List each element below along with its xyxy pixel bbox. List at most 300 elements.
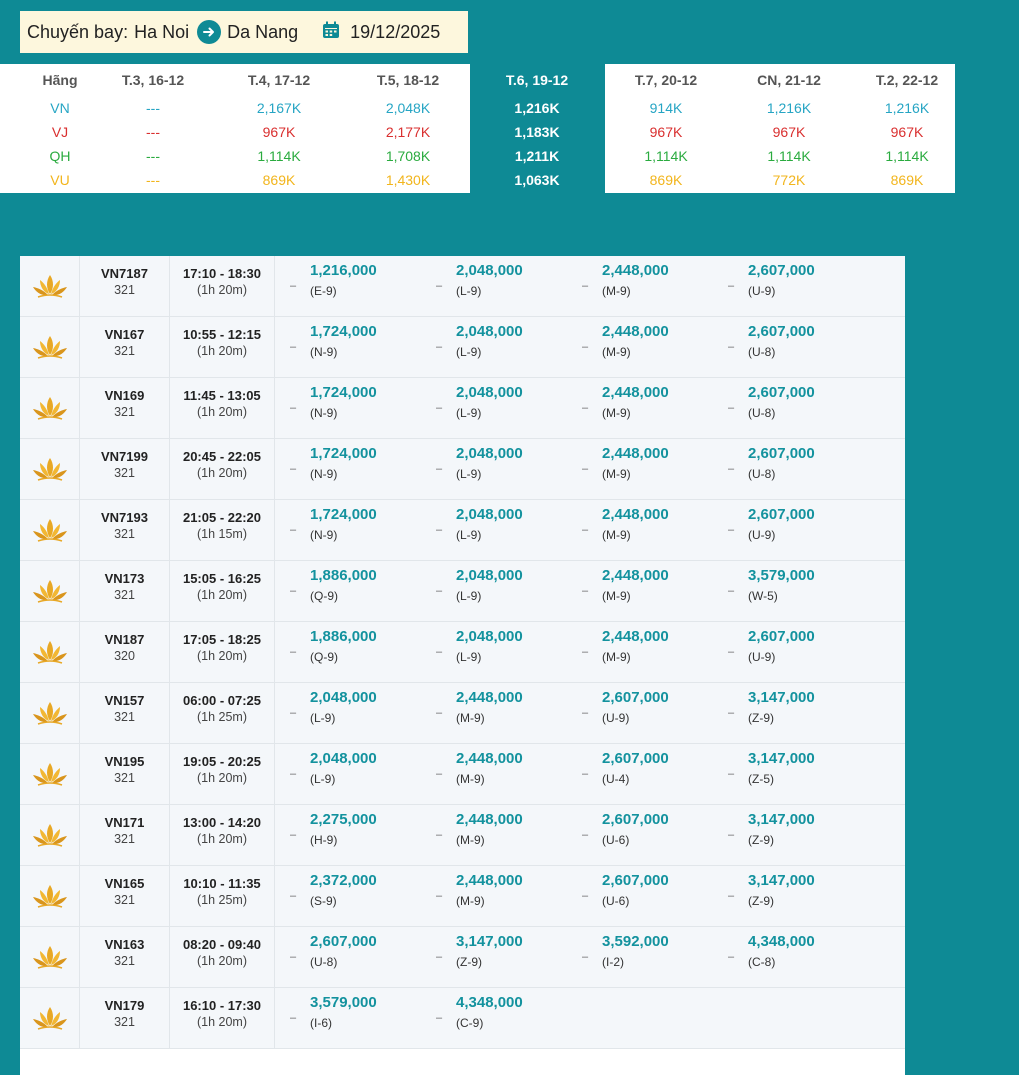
fare-option[interactable] — [728, 805, 874, 865]
flight-number-cell — [80, 500, 170, 560]
fare-price[interactable]: 2,607,000 — [310, 933, 377, 950]
aircraft-type: 321 — [114, 771, 135, 785]
flight-row[interactable] — [20, 256, 905, 317]
fare-class: (L-9) — [456, 650, 482, 664]
fare-price[interactable]: 1,724,000 — [310, 506, 377, 523]
fare-class: (U-8) — [748, 345, 776, 359]
flight-code: VN7199 — [101, 449, 148, 464]
fare-price[interactable]: 1,886,000 — [310, 567, 377, 584]
aircraft-type: 320 — [114, 649, 135, 663]
fare-separator: – — [728, 341, 735, 353]
summary-price-vu[interactable]: 772K — [772, 172, 806, 188]
fare-separator: – — [290, 1012, 297, 1024]
summary-day-column[interactable] — [847, 64, 967, 192]
flight-time-cell — [170, 256, 275, 316]
flight-row[interactable] — [20, 683, 905, 744]
fare-option[interactable] — [728, 927, 874, 987]
fare-option[interactable] — [728, 256, 874, 316]
fare-price[interactable]: 2,448,000 — [602, 506, 669, 523]
fare-option[interactable] — [290, 622, 436, 682]
summary-price-vj[interactable]: 967K — [772, 124, 806, 140]
aircraft-type: 321 — [114, 405, 135, 419]
flight-row[interactable] — [20, 866, 905, 927]
fare-price[interactable]: 2,448,000 — [602, 567, 669, 584]
fare-price[interactable]: 2,048,000 — [456, 445, 523, 462]
fare-class: (Z-9) — [748, 711, 774, 725]
fare-separator: – — [290, 829, 297, 841]
summary-price-vj[interactable]: 1,183K — [514, 124, 560, 140]
flight-row[interactable] — [20, 805, 905, 866]
flight-duration: (1h 20m) — [196, 1015, 248, 1029]
summary-price-vu[interactable]: 1,430K — [385, 172, 431, 188]
fare-price[interactable]: 4,348,000 — [456, 994, 523, 1011]
departure-arrival-time: 16:10 - 17:30 — [182, 998, 262, 1013]
fare-price[interactable]: 2,048,000 — [456, 262, 523, 279]
vietnam-airlines-lotus-icon — [20, 256, 80, 316]
summary-price-qh[interactable]: 1,708K — [385, 148, 431, 164]
fare-class: (U-9) — [748, 528, 776, 542]
fare-class: (M-9) — [456, 772, 485, 786]
aircraft-type: 321 — [114, 710, 135, 724]
fare-option[interactable] — [436, 561, 582, 621]
fare-class: (U-6) — [602, 894, 630, 908]
flight-number-cell — [80, 622, 170, 682]
fare-class: (M-9) — [456, 711, 485, 725]
fare-price[interactable]: 3,592,000 — [602, 933, 669, 950]
fare-class: (M-9) — [602, 528, 631, 542]
fare-option[interactable] — [290, 805, 436, 865]
flight-number-cell — [80, 256, 170, 316]
fare-separator: – — [436, 768, 443, 780]
fare-price[interactable]: 2,048,000 — [456, 384, 523, 401]
fare-class: (Q-9) — [310, 650, 338, 664]
fare-option[interactable] — [290, 317, 436, 377]
vietnam-airlines-lotus-icon — [20, 500, 80, 560]
fare-option[interactable] — [436, 378, 582, 438]
fare-separator: – — [582, 585, 589, 597]
flight-number-cell — [80, 988, 170, 1048]
fare-class: (U-8) — [748, 467, 776, 481]
fare-price[interactable]: 2,607,000 — [748, 323, 815, 340]
fare-price[interactable]: 2,607,000 — [602, 811, 669, 828]
summary-day-header[interactable]: T.2, 22-12 — [875, 72, 939, 88]
summary-day-header[interactable]: T.5, 18-12 — [376, 72, 440, 88]
fare-price[interactable]: 3,147,000 — [748, 689, 815, 706]
summary-airline-code: QH — [49, 148, 71, 164]
fare-separator: – — [582, 951, 589, 963]
fare-separator: – — [436, 585, 443, 597]
fare-price[interactable]: 2,048,000 — [456, 567, 523, 584]
summary-price-vn[interactable]: 914K — [649, 100, 683, 116]
fare-separator: – — [436, 890, 443, 902]
vietnam-airlines-lotus-icon — [20, 866, 80, 926]
fare-option[interactable] — [436, 866, 582, 926]
departure-arrival-time: 10:55 - 12:15 — [182, 327, 262, 342]
fare-class: (S-9) — [310, 894, 337, 908]
aircraft-type: 321 — [114, 344, 135, 358]
summary-day-header[interactable]: T.6, 19-12 — [505, 72, 569, 88]
fare-class: (U-9) — [748, 650, 776, 664]
fare-separator: – — [728, 646, 735, 658]
fare-class: (Z-5) — [748, 772, 774, 786]
flight-duration: (1h 20m) — [196, 466, 248, 480]
fare-option[interactable] — [290, 866, 436, 926]
departure-arrival-time: 10:10 - 11:35 — [183, 876, 261, 891]
fare-option[interactable] — [436, 256, 582, 316]
fare-class: (M-9) — [602, 284, 631, 298]
vietnam-airlines-lotus-icon — [20, 683, 80, 743]
fare-price[interactable]: 2,372,000 — [310, 872, 377, 889]
fare-price[interactable]: 3,147,000 — [748, 872, 815, 889]
fare-price[interactable]: 3,579,000 — [310, 994, 377, 1011]
summary-price-vj[interactable]: 967K — [262, 124, 296, 140]
summary-price-vj[interactable]: --- — [146, 124, 160, 140]
fare-class: (L-9) — [456, 589, 482, 603]
flight-row[interactable] — [20, 378, 905, 439]
summary-day-header[interactable]: T.4, 17-12 — [247, 72, 311, 88]
fare-price[interactable]: 2,048,000 — [456, 506, 523, 523]
fare-option[interactable] — [582, 866, 728, 926]
summary-day-header[interactable]: T.7, 20-12 — [634, 72, 698, 88]
flight-row[interactable] — [20, 317, 905, 378]
flight-row[interactable] — [20, 744, 905, 805]
fare-separator: – — [290, 402, 297, 414]
aircraft-type: 321 — [114, 466, 135, 480]
flight-code: VN179 — [104, 998, 145, 1013]
summary-price-vn[interactable]: --- — [146, 100, 160, 116]
fare-class: (I-6) — [310, 1016, 332, 1030]
fare-price[interactable]: 2,048,000 — [456, 628, 523, 645]
fare-option[interactable] — [582, 317, 728, 377]
fare-class: (W-5) — [748, 589, 778, 603]
aircraft-type: 321 — [114, 1015, 135, 1029]
summary-day-column[interactable] — [93, 64, 213, 192]
flight-duration: (1h 20m) — [196, 649, 248, 663]
fare-class: (H-9) — [310, 833, 338, 847]
vietnam-airlines-lotus-icon — [20, 561, 80, 621]
fare-price[interactable]: 2,607,000 — [748, 628, 815, 645]
fare-option[interactable] — [582, 622, 728, 682]
summary-price-vj[interactable]: 967K — [890, 124, 924, 140]
fare-option[interactable] — [728, 378, 874, 438]
fare-option[interactable] — [582, 683, 728, 743]
flight-row[interactable] — [20, 439, 905, 500]
fare-separator: – — [436, 951, 443, 963]
summary-price-vu[interactable]: --- — [146, 172, 160, 188]
flight-code: VN163 — [104, 937, 145, 952]
fare-price[interactable]: 3,147,000 — [456, 933, 523, 950]
fare-option[interactable] — [436, 805, 582, 865]
summary-day-column[interactable] — [348, 64, 468, 192]
flight-duration: (1h 20m) — [196, 832, 248, 846]
aircraft-type: 321 — [114, 283, 135, 297]
fare-option[interactable] — [728, 561, 874, 621]
fare-price[interactable]: 2,607,000 — [748, 384, 815, 401]
fare-price[interactable]: 2,607,000 — [602, 689, 669, 706]
flight-number-cell — [80, 866, 170, 926]
departure-arrival-time: 06:00 - 07:25 — [182, 693, 262, 708]
fare-separator: – — [436, 341, 443, 353]
flight-row[interactable] — [20, 988, 905, 1049]
fare-option[interactable] — [290, 439, 436, 499]
fare-class: (M-9) — [456, 894, 485, 908]
departure-arrival-time: 15:05 - 16:25 — [182, 571, 262, 586]
flight-duration: (1h 20m) — [196, 771, 248, 785]
fare-option[interactable] — [436, 500, 582, 560]
summary-header-airline: Hãng — [42, 72, 78, 88]
fare-option[interactable] — [290, 500, 436, 560]
fare-price[interactable]: 1,724,000 — [310, 323, 377, 340]
fare-class: (L-9) — [310, 772, 336, 786]
fare-separator: – — [290, 280, 297, 292]
fare-option[interactable] — [728, 866, 874, 926]
flight-number-cell — [80, 805, 170, 865]
summary-price-vn[interactable]: 2,048K — [385, 100, 431, 116]
flight-duration: (1h 20m) — [196, 344, 248, 358]
fare-class: (U-9) — [602, 711, 630, 725]
fare-price[interactable]: 2,448,000 — [602, 323, 669, 340]
fare-price[interactable]: 2,607,000 — [748, 445, 815, 462]
fare-price[interactable]: 3,147,000 — [748, 750, 815, 767]
vietnam-airlines-lotus-icon — [20, 927, 80, 987]
fare-price[interactable]: 1,216,000 — [310, 262, 377, 279]
summary-day-header[interactable]: T.3, 16-12 — [121, 72, 185, 88]
fare-class: (C-9) — [456, 1016, 484, 1030]
fare-separator: – — [728, 768, 735, 780]
fare-separator: – — [728, 402, 735, 414]
fare-price[interactable]: 2,275,000 — [310, 811, 377, 828]
flight-duration: (1h 25m) — [196, 893, 248, 907]
flight-duration: (1h 20m) — [196, 588, 248, 602]
flight-time-cell — [170, 744, 275, 804]
fare-option[interactable] — [436, 744, 582, 804]
departure-arrival-time: 13:00 - 14:20 — [182, 815, 262, 830]
fare-price[interactable]: 2,607,000 — [602, 750, 669, 767]
fare-option[interactable] — [582, 378, 728, 438]
fare-separator: – — [436, 646, 443, 658]
fare-separator: – — [436, 402, 443, 414]
fare-separator: – — [582, 524, 589, 536]
flight-row[interactable] — [20, 561, 905, 622]
summary-price-vu[interactable]: 869K — [649, 172, 683, 188]
flight-time-cell — [170, 683, 275, 743]
flight-time-cell — [170, 866, 275, 926]
fare-option[interactable] — [582, 561, 728, 621]
summary-day-column[interactable] — [477, 64, 597, 192]
calendar-icon[interactable] — [322, 21, 340, 44]
fare-separator: – — [728, 707, 735, 719]
summary-price-qh[interactable]: 1,114K — [257, 148, 301, 164]
summary-price-vu[interactable]: 1,063K — [514, 172, 560, 188]
fare-option[interactable] — [436, 683, 582, 743]
flight-list — [20, 256, 905, 1075]
summary-price-vn[interactable]: 1,216K — [766, 100, 812, 116]
fare-option[interactable] — [582, 256, 728, 316]
fare-option[interactable] — [436, 622, 582, 682]
fare-price[interactable]: 2,448,000 — [456, 689, 523, 706]
summary-price-qh[interactable]: 1,114K — [885, 148, 929, 164]
fare-separator: – — [290, 463, 297, 475]
fare-option[interactable] — [290, 683, 436, 743]
fare-price[interactable]: 2,607,000 — [748, 262, 815, 279]
fare-option[interactable] — [290, 988, 436, 1048]
summary-price-vu[interactable]: 869K — [262, 172, 296, 188]
fare-separator: – — [728, 463, 735, 475]
summary-day-column[interactable] — [219, 64, 339, 192]
fare-option[interactable] — [582, 500, 728, 560]
fare-separator: – — [582, 890, 589, 902]
summary-day-column[interactable] — [729, 64, 849, 192]
summary-price-vj[interactable]: 967K — [649, 124, 683, 140]
flight-time-cell — [170, 988, 275, 1048]
fare-class: (I-2) — [602, 955, 624, 969]
aircraft-type: 321 — [114, 527, 135, 541]
fare-price[interactable]: 2,448,000 — [602, 384, 669, 401]
flight-code: VN165 — [104, 876, 145, 891]
summary-price-vj[interactable]: 2,177K — [385, 124, 431, 140]
flight-code: VN7187 — [101, 266, 148, 281]
vietnam-airlines-lotus-icon — [20, 744, 80, 804]
fare-separator: – — [728, 585, 735, 597]
fare-price[interactable]: 1,724,000 — [310, 445, 377, 462]
fare-price[interactable]: 2,448,000 — [456, 811, 523, 828]
fare-price[interactable]: 1,724,000 — [310, 384, 377, 401]
flight-row[interactable] — [20, 622, 905, 683]
summary-price-vn[interactable]: 2,167K — [256, 100, 302, 116]
fare-class: (U-4) — [602, 772, 630, 786]
summary-price-qh[interactable]: 1,114K — [767, 148, 811, 164]
flight-time-cell — [170, 317, 275, 377]
fare-separator: – — [728, 890, 735, 902]
fare-option[interactable] — [290, 927, 436, 987]
fare-class: (U-9) — [748, 284, 776, 298]
departure-date[interactable]: 19/12/2025 — [350, 21, 441, 42]
fare-separator: – — [290, 707, 297, 719]
fare-class: (N-9) — [310, 467, 338, 481]
summary-airline-code: VJ — [51, 124, 69, 140]
fare-price[interactable]: 2,448,000 — [456, 750, 523, 767]
fare-separator: – — [290, 890, 297, 902]
fare-separator: – — [290, 585, 297, 597]
aircraft-type: 321 — [114, 832, 135, 846]
summary-price-qh[interactable]: 1,114K — [644, 148, 688, 164]
flight-time-cell — [170, 561, 275, 621]
summary-price-vn[interactable]: 1,216K — [514, 100, 560, 116]
fare-class: (U-6) — [602, 833, 630, 847]
fare-separator: – — [582, 463, 589, 475]
fare-option[interactable] — [290, 256, 436, 316]
fare-price[interactable]: 2,607,000 — [748, 506, 815, 523]
fare-separator: – — [290, 341, 297, 353]
fare-separator: – — [436, 1012, 443, 1024]
fare-price[interactable]: 2,607,000 — [602, 872, 669, 889]
route-label: Chuyến bay: — [27, 21, 129, 42]
fare-option[interactable] — [436, 317, 582, 377]
aircraft-type: 321 — [114, 588, 135, 602]
route-header — [20, 11, 468, 53]
vietnam-airlines-lotus-icon — [20, 317, 80, 377]
flight-code: VN157 — [104, 693, 145, 708]
summary-price-vn[interactable]: 1,216K — [884, 100, 930, 116]
fare-option[interactable] — [436, 927, 582, 987]
fare-option[interactable] — [582, 744, 728, 804]
fare-price[interactable]: 2,448,000 — [602, 628, 669, 645]
fare-price[interactable]: 4,348,000 — [748, 933, 815, 950]
fare-option[interactable] — [290, 378, 436, 438]
fare-class: (L-9) — [456, 467, 482, 481]
fare-separator: – — [728, 524, 735, 536]
summary-day-header[interactable]: CN, 21-12 — [757, 72, 821, 88]
fare-price[interactable]: 2,448,000 — [456, 872, 523, 889]
fare-option[interactable] — [728, 439, 874, 499]
fare-price[interactable]: 2,048,000 — [456, 323, 523, 340]
flight-number-cell — [80, 439, 170, 499]
fare-separator: – — [290, 646, 297, 658]
summary-price-qh[interactable]: 1,211K — [514, 148, 560, 164]
summary-price-vu[interactable]: 869K — [890, 172, 924, 188]
fare-option[interactable] — [728, 317, 874, 377]
departure-arrival-time: 21:05 - 22:20 — [182, 510, 262, 525]
fare-separator: – — [436, 463, 443, 475]
fare-price[interactable]: 2,448,000 — [602, 445, 669, 462]
fare-separator: – — [582, 402, 589, 414]
departure-arrival-time: 17:10 - 18:30 — [182, 266, 262, 281]
vietnam-airlines-lotus-icon — [20, 988, 80, 1048]
flight-number-cell — [80, 378, 170, 438]
flight-code: VN169 — [104, 388, 145, 403]
fare-class: (M-9) — [602, 650, 631, 664]
fare-price[interactable]: 3,147,000 — [748, 811, 815, 828]
fare-separator: – — [436, 280, 443, 292]
fare-option[interactable] — [582, 927, 728, 987]
fare-price[interactable]: 2,048,000 — [310, 750, 377, 767]
origin-city[interactable]: Ha Noi — [134, 21, 190, 42]
fare-option[interactable] — [582, 805, 728, 865]
summary-airline-code: VU — [50, 172, 70, 188]
fare-class: (L-9) — [456, 345, 482, 359]
fare-price[interactable]: 3,579,000 — [748, 567, 815, 584]
flight-number-cell — [80, 683, 170, 743]
fare-class: (L-9) — [456, 284, 482, 298]
fare-class: (Q-9) — [310, 589, 338, 603]
flight-code: VN173 — [104, 571, 145, 586]
fare-option[interactable] — [728, 500, 874, 560]
fare-option[interactable] — [728, 622, 874, 682]
flight-number-cell — [80, 561, 170, 621]
summary-price-qh[interactable]: --- — [146, 148, 160, 164]
flight-time-cell — [170, 378, 275, 438]
fare-option[interactable] — [290, 561, 436, 621]
flight-row[interactable] — [20, 500, 905, 561]
fare-class: (E-9) — [310, 284, 337, 298]
summary-day-column[interactable] — [606, 64, 726, 192]
fare-option[interactable] — [582, 439, 728, 499]
fare-price[interactable]: 1,886,000 — [310, 628, 377, 645]
fare-price[interactable]: 2,448,000 — [602, 262, 669, 279]
fare-separator: – — [582, 646, 589, 658]
fare-option[interactable] — [728, 683, 874, 743]
flight-row[interactable] — [20, 927, 905, 988]
flight-code: VN187 — [104, 632, 145, 647]
fare-option[interactable] — [436, 439, 582, 499]
summary-airline-code: VN — [50, 100, 70, 116]
fare-option[interactable] — [728, 744, 874, 804]
fare-option[interactable] — [436, 988, 582, 1048]
destination-city[interactable]: Da Nang — [227, 21, 299, 42]
fare-price[interactable]: 2,048,000 — [310, 689, 377, 706]
fare-option[interactable] — [290, 744, 436, 804]
fare-separator: – — [728, 951, 735, 963]
